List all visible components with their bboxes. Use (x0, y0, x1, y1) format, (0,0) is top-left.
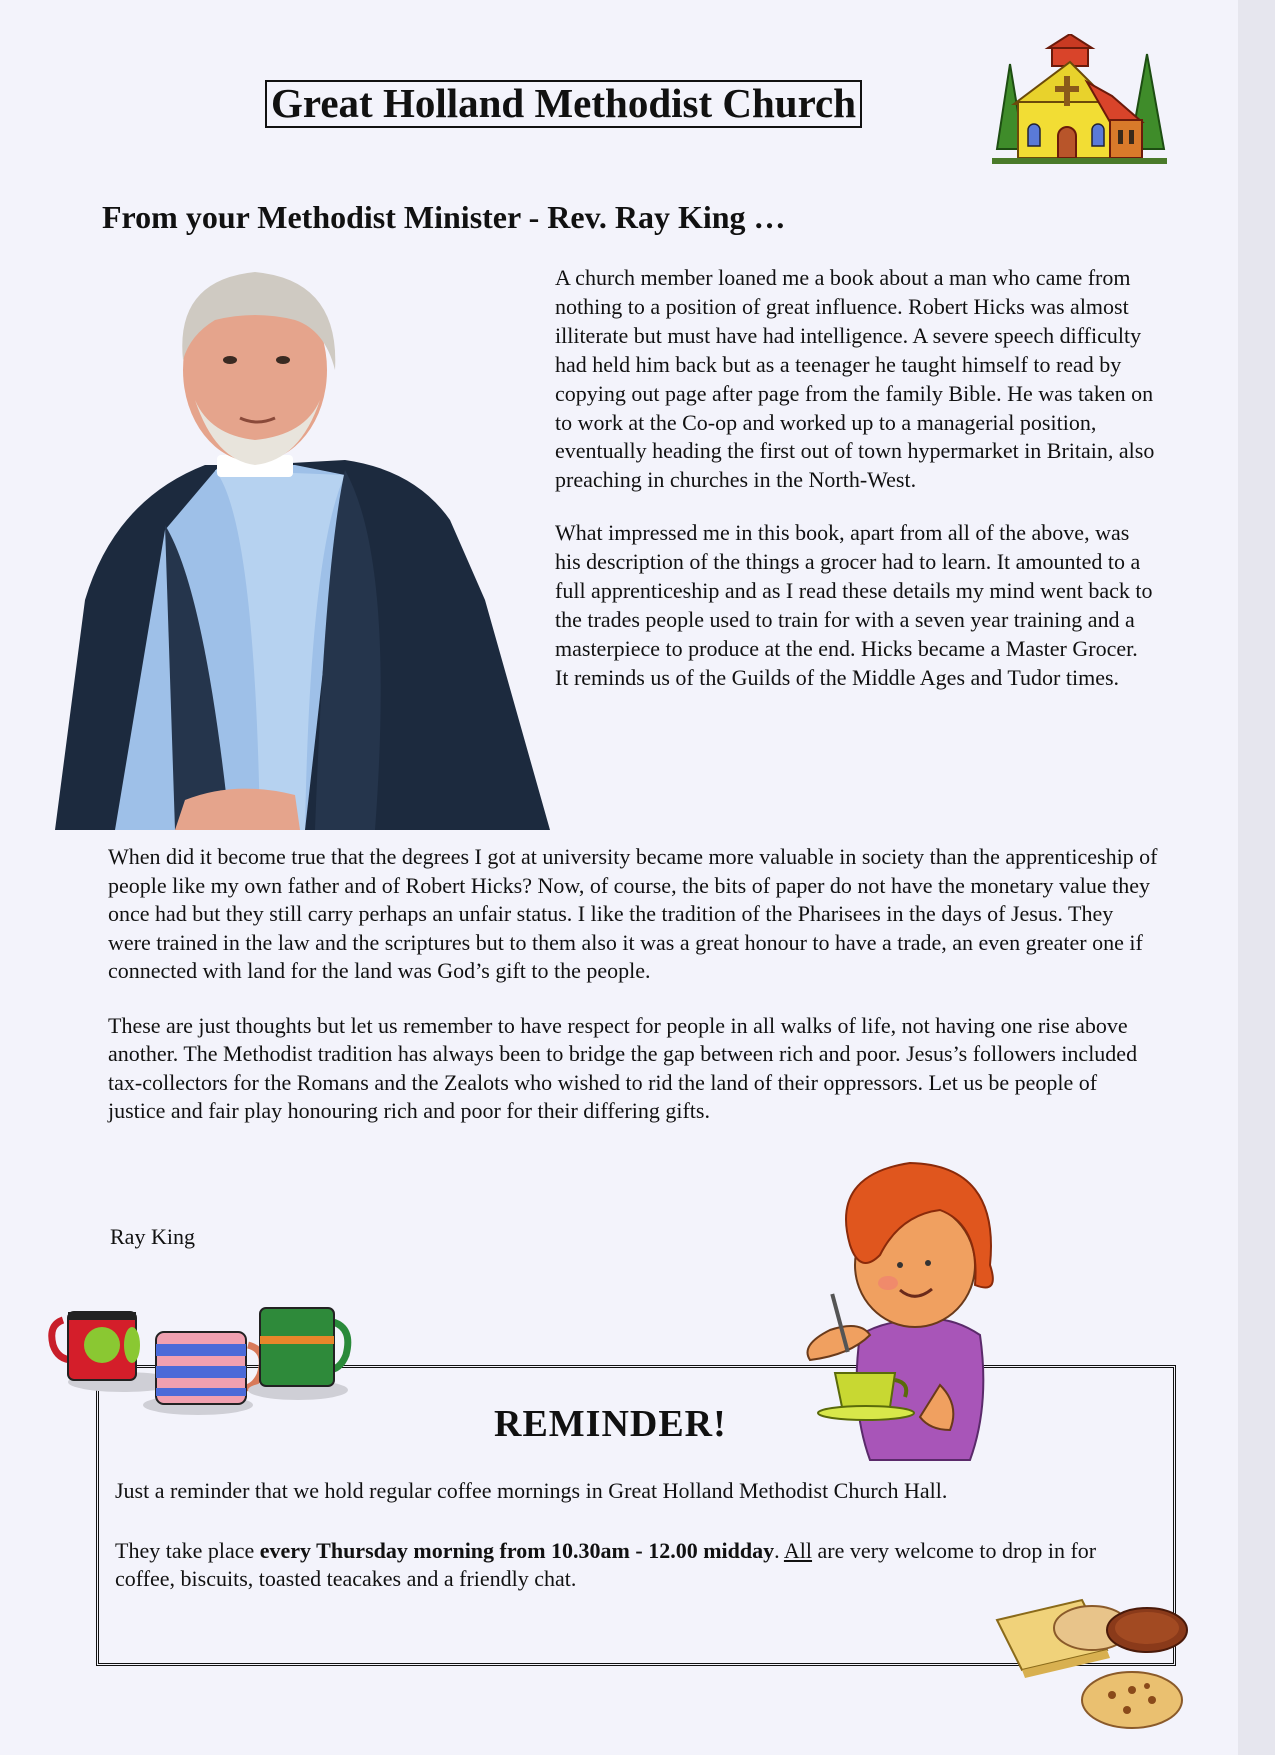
article-paragraph-1: A church member loaned me a book about a man who came from nothing to a position of great influence. Robert Hicks was almost illiterate but must have had intelligence. A severe speech difficulty had held him back but as a teenager he taught himself to read by copying out page after page from the family Bible. He was taken on to work at the Co-op and worked up to a managerial position, eventually heading the first out of town hypermarket in Britain, also preaching in churches in the North-West. (555, 265, 1155, 493)
reminder-title: REMINDER! (494, 1403, 727, 1445)
page-edge (1238, 0, 1275, 1755)
article-body (108, 843, 1158, 1152)
girl-drinking-icon (790, 1155, 1030, 1465)
article-paragraph-2: What impressed me in this book, apart from all of the above, was his description of the things a grocer had to learn. It amounted to a full apprenticeship and as I read these details my mind went back to the trades people used to train for with a seven year training and a masterpiece to produce at the end. Hicks became a Master Grocer. It reminds us of the Guilds of the Middle Ages and Tudor times. (555, 520, 1153, 690)
reminder-line-2 (115, 1537, 1145, 1593)
church-icon (992, 34, 1167, 166)
article-paragraph-3: When did it become true that the degrees I got at university became more valuable in society than the apprenticeship of people like my own father and of Robert Hicks? Now, of course, the bits of paper do not have the monetary value they once had but they still carry perhaps an unfair status. I like the tradition of the Pharisees in the days of Jesus. They were trained in the law and the scriptures but to them also it was a great honour to have a trade, an even greater one if connected with land for the land was God’s gift to the people. (108, 844, 1158, 983)
mugs-icon (48, 1300, 353, 1430)
reminder-line-2-start: They take place (115, 1538, 260, 1563)
biscuits-icon (992, 1590, 1212, 1730)
article-heading: From your Methodist Minister - Rev. Ray King … (102, 199, 786, 235)
minister-photo (55, 260, 550, 830)
reminder-line-1: Just a reminder that we hold regular coffee mornings in Great Holland Methodist Church Hall. (115, 1478, 948, 1503)
page-title: Great Holland Methodist Church (265, 80, 862, 128)
signature: Ray King (110, 1224, 195, 1249)
reminder-line-2-sep: . (774, 1538, 784, 1563)
reminder-schedule: every Thursday morning from 10.30am - 12.00 midday (259, 1538, 775, 1563)
article-column (555, 264, 1155, 717)
reminder-line-2-end: are very welcome to drop in for coffee, biscuits, toasted teacakes and a friendly chat. (115, 1538, 1097, 1591)
article-paragraph-4: These are just thoughts but let us remember to have respect for people in all walks of life, not having one rise above another. The Methodist tradition has always been to bridge the gap between rich and poor. Jesus’s followers included tax-collectors for the Romans and the Zealots who wished to rid the land of their oppressors. Let us be people of justice and fair play honouring rich and poor for their differing gifts. (108, 1012, 1138, 1123)
reminder-all: All (783, 1538, 813, 1563)
